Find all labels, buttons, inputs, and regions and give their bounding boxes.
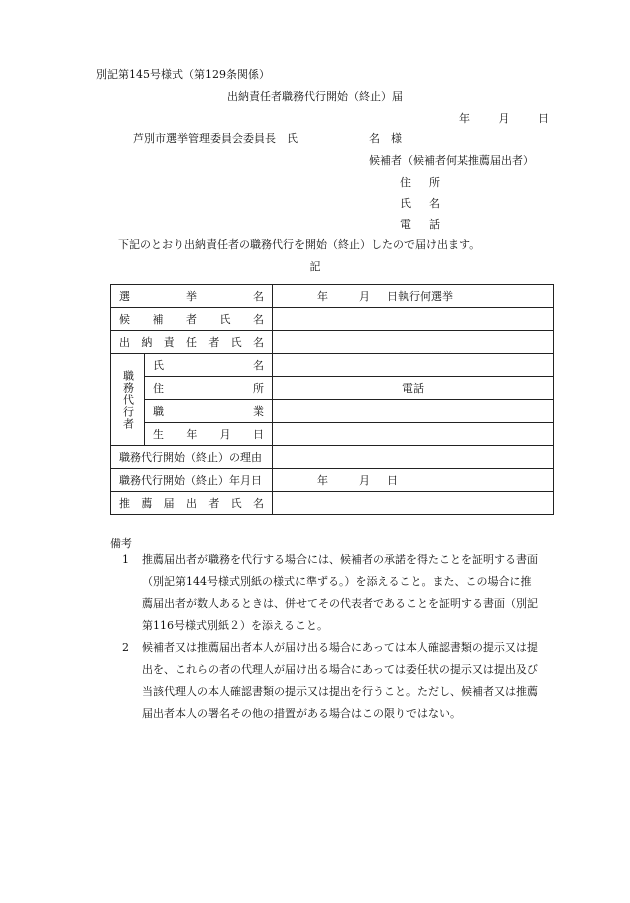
label-char: 職 — [153, 405, 164, 418]
label-char: 月 — [359, 474, 370, 487]
label-char: 日 — [252, 428, 264, 441]
deputy-birthdate-label — [145, 423, 273, 446]
form-table — [110, 284, 554, 515]
note-number: 1 — [122, 553, 129, 566]
deputy-name-label — [145, 354, 273, 377]
start-date-label-cell — [111, 469, 273, 492]
submitter-address-label — [400, 174, 440, 190]
note-number: 2 — [122, 641, 129, 654]
candidate-label-cell — [111, 308, 273, 331]
deputy-occupation-label — [145, 400, 273, 423]
reason-label: 職務代行開始（終止）の理由 — [119, 451, 262, 464]
label-char: 所 — [253, 382, 264, 395]
table-row — [111, 308, 554, 331]
note-item — [122, 637, 542, 725]
label-char: 氏 — [400, 197, 411, 210]
label-char: 名 — [253, 290, 264, 303]
candidate-value-cell[interactable] — [273, 308, 554, 331]
label-char: 名 — [253, 359, 264, 372]
label-char: 住 — [153, 382, 164, 395]
label-char: 名 — [253, 313, 264, 326]
ki-heading: 記 — [309, 260, 321, 273]
label-char: 年 — [317, 290, 328, 303]
label-char: 名 — [252, 336, 264, 349]
recommender-label-cell — [111, 492, 273, 515]
addressee: 芦別市選挙管理委員会委員長 氏 — [133, 132, 298, 145]
label-char: 名 — [429, 197, 440, 210]
deputy-occupation-value[interactable] — [273, 400, 554, 423]
deputy-birthdate-value[interactable] — [273, 423, 554, 446]
label-char: 候 — [119, 313, 130, 326]
label-char: 納 — [141, 336, 153, 349]
treasurer-value-cell[interactable] — [273, 331, 554, 354]
table-row — [111, 400, 554, 423]
label-char: 電 — [400, 218, 411, 231]
label-char: 推 — [119, 497, 130, 510]
table-row — [111, 354, 554, 377]
label-char: 者 — [208, 497, 220, 510]
note-text: 候補者又は推薦届出者本人が届け出る場合にあっては本人確認書類の提示又は提出を、これらの者の代理人が届け出る場合にあっては委任状の提示又は提出及び当該代理人の本人確認書類の提示又は提出を行うこと。ただし、候補者又は推薦届出者本人の署名その他の措置がある場合はこの限りではない。 — [142, 641, 538, 720]
start-date-label: 職務代行開始（終止）年月日 — [119, 474, 262, 487]
form-reference: 別記第145号様式（第129条関係） — [96, 68, 270, 81]
label-char: 者 — [186, 313, 197, 326]
reason-value-cell[interactable] — [273, 446, 554, 469]
label-char: 氏 — [219, 313, 231, 326]
label-char: 挙 — [186, 290, 197, 303]
treasurer-label-cell — [111, 331, 273, 354]
recommender-value-cell[interactable] — [273, 492, 554, 515]
start-date-value-cell[interactable] — [273, 469, 554, 492]
submitter-phone-label — [400, 216, 440, 232]
label-char: 薦 — [141, 497, 153, 510]
label-char: 生 — [153, 428, 164, 441]
label-char: 話 — [429, 218, 440, 231]
table-row — [111, 423, 554, 446]
deputy-group-label — [111, 354, 145, 446]
label-char: 任 — [185, 336, 197, 349]
label-char: 業 — [253, 405, 264, 418]
addressee-honorific: 名 様 — [369, 132, 402, 145]
deputy-address-value[interactable] — [273, 377, 554, 400]
label-char: 日執行何選挙 — [387, 290, 453, 303]
label-char: 出 — [185, 497, 197, 510]
deputy-group-text: 職務代行者 — [121, 369, 135, 430]
table-row — [111, 285, 554, 308]
label-char: 者 — [208, 336, 220, 349]
table-row — [111, 377, 554, 400]
label-char: 氏 — [230, 336, 242, 349]
label-char: 補 — [152, 313, 164, 326]
table-row — [111, 469, 554, 492]
phone-label: 電話 — [402, 382, 424, 395]
label-char: 住 — [400, 176, 411, 189]
label-char: 責 — [163, 336, 175, 349]
label-char: 名 — [252, 497, 264, 510]
deputy-name-value[interactable] — [273, 354, 554, 377]
election-label-cell — [111, 285, 273, 308]
submitter-name-label — [400, 195, 440, 211]
date-month: 月 — [498, 112, 510, 125]
deputy-address-label — [145, 377, 273, 400]
reason-label-cell — [111, 446, 273, 469]
label-char: 氏 — [230, 497, 242, 510]
label-char: 所 — [429, 176, 440, 189]
label-char: 氏 — [153, 359, 164, 372]
date-day: 日 — [538, 112, 549, 125]
submission-date — [459, 110, 549, 126]
label-char: 届 — [163, 497, 175, 510]
election-value-cell[interactable] — [273, 285, 554, 308]
label-char: 年 — [186, 428, 198, 441]
label-char: 月 — [219, 428, 231, 441]
table-row — [111, 492, 554, 515]
label-char: 選 — [119, 290, 130, 303]
document-title: 出納責任者職務代行開始（終止）届 — [227, 90, 403, 103]
intro-text: 下記のとおり出納責任者の職務代行を開始（終止）したので届け出ます。 — [118, 238, 481, 251]
date-year: 年 — [459, 112, 470, 125]
notes-heading: 備考 — [110, 537, 132, 550]
label-char: 出 — [119, 336, 130, 349]
label-char: 日 — [387, 474, 398, 487]
note-text: 推薦届出者が職務を代行する場合には、候補者の承諾を得たことを証明する書面（別記第144号様式別紙の様式に準ずる。）を添えること。また、この場合に推薦届出者が数人あるときは、併せてその代表者であることを証明する書面（別記第116号様式別紙２）を添えること。 — [142, 553, 538, 632]
label-char: 月 — [359, 290, 370, 303]
submitter-role: 候補者（候補者何某推薦届出者） — [369, 154, 534, 167]
label-char: 年 — [317, 474, 328, 487]
table-row — [111, 446, 554, 469]
note-item — [122, 549, 542, 637]
table-row — [111, 331, 554, 354]
